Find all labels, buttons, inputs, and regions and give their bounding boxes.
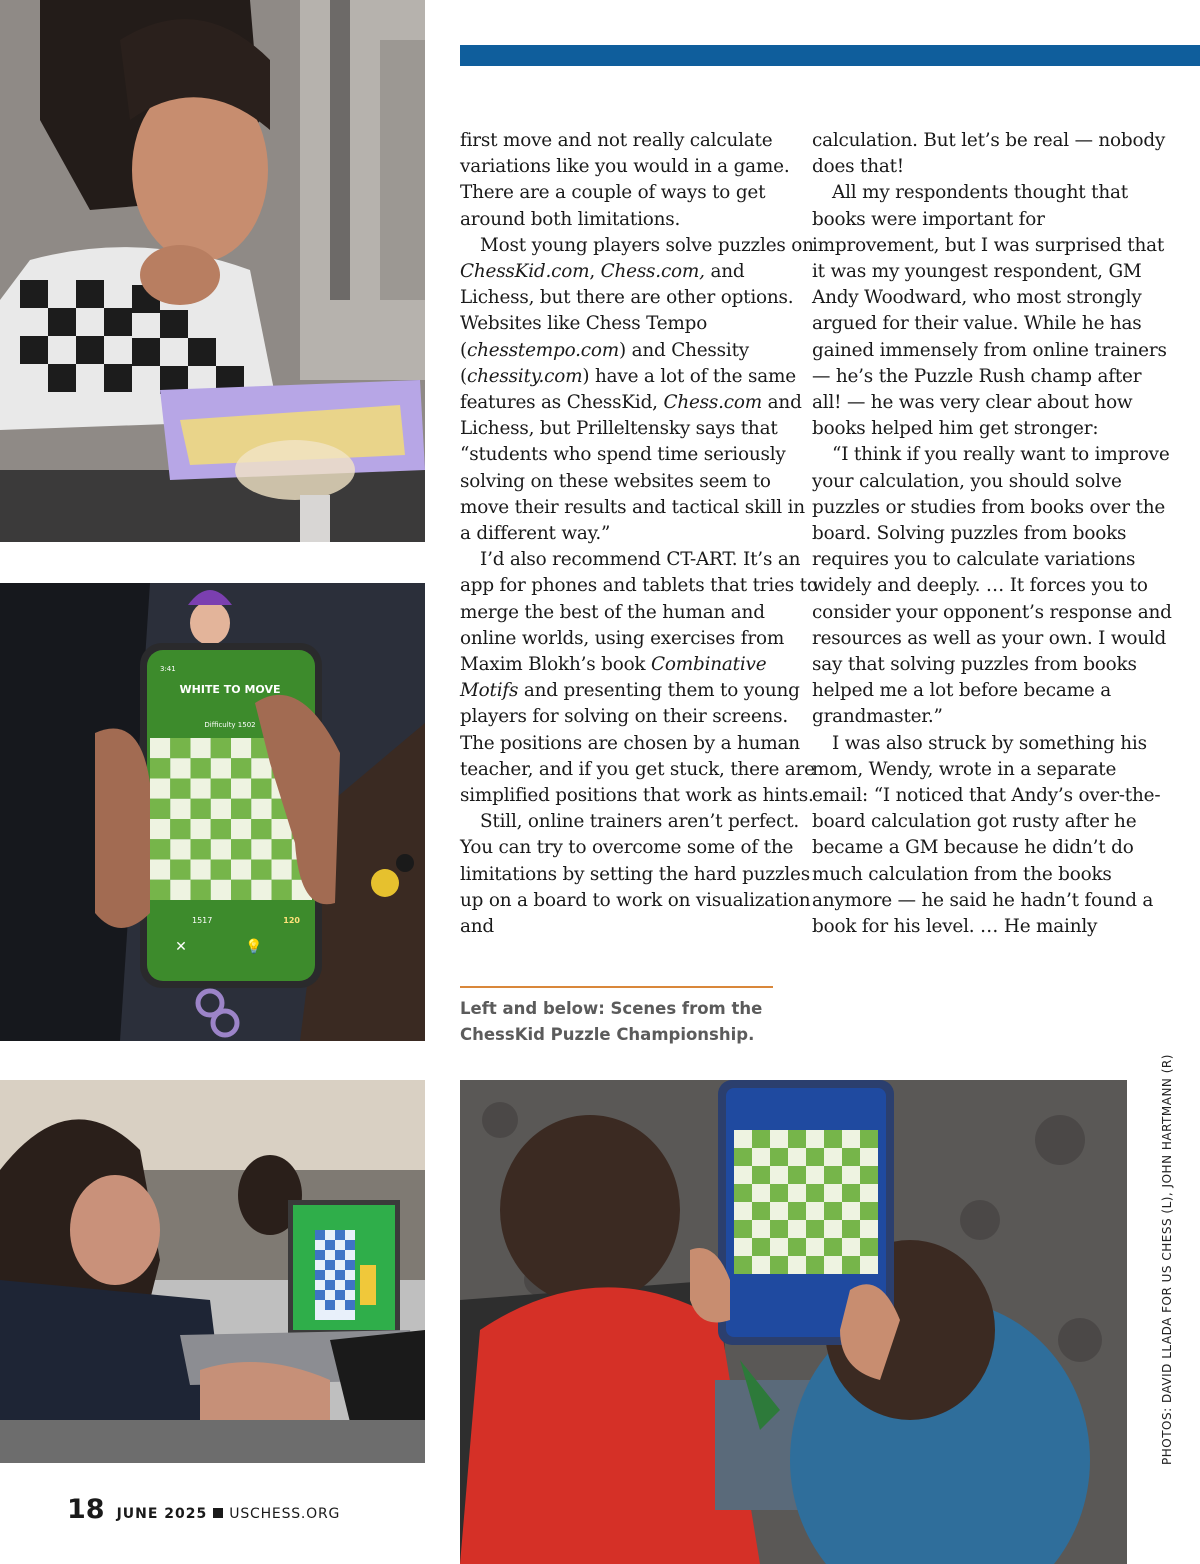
board-square [150,880,170,900]
board-square [734,1130,752,1148]
board-square [788,1166,806,1184]
board-square [272,880,292,900]
text-run: Most young players solve puzzles on [480,234,814,256]
board-square [211,799,231,819]
board-square [251,819,271,839]
photo-teen-laptop [0,1080,425,1463]
board-square [824,1256,842,1274]
board-square [824,1238,842,1256]
text-run: All my respondents thought that books were important for improvement, but I was surprised that it was my youngest respondent, GM Andy Woodward, who most strongly argued for their value. While he has gained immensely from online trainers — he’s the Puzzle Rush champ after all! — he was very clear about how books helped him get stronger: [812,182,1167,440]
board-square [788,1202,806,1220]
board-square [788,1148,806,1166]
board-square [251,880,271,900]
board-square [788,1130,806,1148]
text-run: and Lichess, but Prilleltensky says that “students who spend time seriously solving on these websites seem to move their results and tactical skill in a different way.” [460,392,805,545]
board-square [788,1184,806,1202]
text-run: first move and not really calculate variations like you would in a game. There are a couple of ways to get around both limitations. [460,130,790,230]
board-square [806,1220,824,1238]
board-square [170,738,190,758]
board-square [150,758,170,778]
article-column-2 [812,128,1172,940]
phone-clock: 3:41 [160,665,176,673]
board-square [150,839,170,859]
board-square [752,1148,770,1166]
board-square [824,1130,842,1148]
tablet-chessboard [734,1130,878,1274]
board-square [842,1220,860,1238]
italic-text: Chess.com [663,392,763,414]
board-square [788,1256,806,1274]
board-square [150,799,170,819]
board-square [734,1220,752,1238]
photo-kids-tablet [460,1080,1127,1564]
board-square [770,1238,788,1256]
board-square [752,1166,770,1184]
board-square [860,1184,878,1202]
board-square [752,1238,770,1256]
paragraph [812,442,1172,730]
board-square [272,839,292,859]
board-square [824,1148,842,1166]
paragraph [460,128,820,233]
paragraph [812,180,1172,442]
board-square [770,1166,788,1184]
board-square [824,1202,842,1220]
board-square [770,1148,788,1166]
board-square [231,738,251,758]
board-square [170,758,190,778]
text-run: ) have a lot of the same features as ChessKid, [460,365,796,414]
board-square [211,839,231,859]
board-square [170,860,190,880]
board-square [211,758,231,778]
board-square [770,1130,788,1148]
board-square [211,880,231,900]
phone-heading: WHITE TO MOVE [179,683,281,696]
paragraph [460,547,820,809]
board-square [752,1256,770,1274]
paragraph [460,809,820,940]
board-square [211,860,231,880]
board-square [734,1166,752,1184]
board-square [231,839,251,859]
text-run: I was also struck by something his mom, Wendy, wrote in a separate email: “I noticed that Andy’s over-the-board calculation got rusty after he became a GM because he didn’t do much calculation from the books anymore — he said he hadn’t found a book for his level. … He mainly [812,732,1161,938]
board-square [211,738,231,758]
phone-rating: 1517 [192,916,213,925]
text-run: “I think if you really want to improve your calculation, you should solve puzzles or studies from books over the board. Solving puzzles from books requires you to calculate variations widely and deeply. … It forces you to consider your opponent’s response and resources as well as your own. I would say that solving puzzles from books helped me a lot before became a grandmaster.” [812,444,1172,728]
board-square [734,1238,752,1256]
board-square [231,819,251,839]
italic-text: Chess.com, [600,261,705,283]
board-square [806,1130,824,1148]
board-square [170,839,190,859]
photo-caption: Left and below: Scenes from the ChessKid Puzzle Championship. [460,999,763,1044]
board-square [860,1202,878,1220]
board-square [191,839,211,859]
header-accent-bar [460,45,1200,66]
close-icon: ✕ [175,939,187,955]
board-square [191,758,211,778]
board-square [251,799,271,819]
board-square [251,839,271,859]
italic-text: chessity.com [466,365,583,387]
board-square [752,1130,770,1148]
board-square [211,819,231,839]
board-square [170,779,190,799]
issue-date: JUNE 2025 [116,1506,208,1522]
photo-credit: PHOTOS: DAVID LLADA FOR US CHESS (L), JOHN HARTMANN (R) [1160,1054,1174,1465]
board-square [170,799,190,819]
board-square [752,1202,770,1220]
board-square [860,1238,878,1256]
board-square [770,1256,788,1274]
board-square [191,779,211,799]
board-square [211,779,231,799]
board-square [770,1184,788,1202]
board-square [170,819,190,839]
board-square [842,1238,860,1256]
board-square [150,860,170,880]
board-square [842,1148,860,1166]
board-square [191,880,211,900]
board-square [150,738,170,758]
board-square [734,1148,752,1166]
board-square [734,1184,752,1202]
italic-text: chesstempo.com [466,339,619,361]
text-run: ) and Chessity ( [460,339,749,387]
caption-rule [460,986,773,988]
phone-difficulty: Difficulty 1502 [204,721,256,729]
text-run: and Lichess, but there are other options. Websites like Chess Tempo ( [460,261,794,361]
board-square [788,1220,806,1238]
italic-text: Combinative Motifs [460,654,767,702]
page-number: 18 [67,1494,105,1525]
board-square [231,758,251,778]
board-square [806,1202,824,1220]
board-square [860,1148,878,1166]
board-square [806,1148,824,1166]
board-square [860,1130,878,1148]
board-square [191,738,211,758]
text-run: , [589,261,601,283]
board-square [170,880,190,900]
text-run: Still, online trainers aren’t perfect. You can try to overcome some of the limitations by setting the hard puzzles up on a board to work on visualization and [460,811,811,938]
board-square [231,799,251,819]
board-square [842,1130,860,1148]
text-run: calculation. But let’s be real — nobody does that! [812,130,1166,178]
board-square [842,1166,860,1184]
board-square [752,1220,770,1238]
board-square [806,1166,824,1184]
board-square [770,1220,788,1238]
article-column-1 [460,128,820,940]
board-square [191,799,211,819]
text-run: I’d also recommend CT-ART. It’s an app for phones and tablets that tries to merge the best of the human and online worlds, using exercises from Maxim Blokh’s book [460,549,818,676]
board-square [231,860,251,880]
board-square [272,860,292,880]
board-square [251,860,271,880]
photo-phone-chess-puzzle [0,583,425,1041]
board-square [806,1256,824,1274]
board-square [191,819,211,839]
page-footer [67,1494,340,1525]
board-square [824,1166,842,1184]
board-square [806,1184,824,1202]
board-square [788,1238,806,1256]
paragraph [812,731,1172,941]
board-square [842,1202,860,1220]
board-square [191,860,211,880]
board-square [824,1220,842,1238]
board-square [860,1256,878,1274]
board-square [842,1256,860,1274]
board-square [734,1256,752,1274]
board-square [860,1166,878,1184]
photo-girl-with-tablet [0,0,425,542]
board-square [752,1184,770,1202]
board-square [860,1220,878,1238]
board-square [231,779,251,799]
board-square [150,819,170,839]
footer-square-icon [213,1508,223,1518]
board-square [231,880,251,900]
paragraph [460,233,820,547]
board-square [734,1202,752,1220]
italic-text: ChessKid.com [460,261,590,283]
board-square [251,779,271,799]
board-square [842,1184,860,1202]
hint-icon: 💡 [245,939,263,955]
board-square [824,1184,842,1202]
phone-score: 120 [283,916,300,925]
board-square [806,1238,824,1256]
board-square [770,1202,788,1220]
footer-site: USCHESS.ORG [229,1506,341,1522]
paragraph [812,128,1172,180]
board-square [251,758,271,778]
board-square [150,779,170,799]
text-run: and presenting them to young players for solving on their screens. The positions are chosen by a human teacher, and if you get stuck, there are simplified positions that work as hints. [460,680,815,807]
